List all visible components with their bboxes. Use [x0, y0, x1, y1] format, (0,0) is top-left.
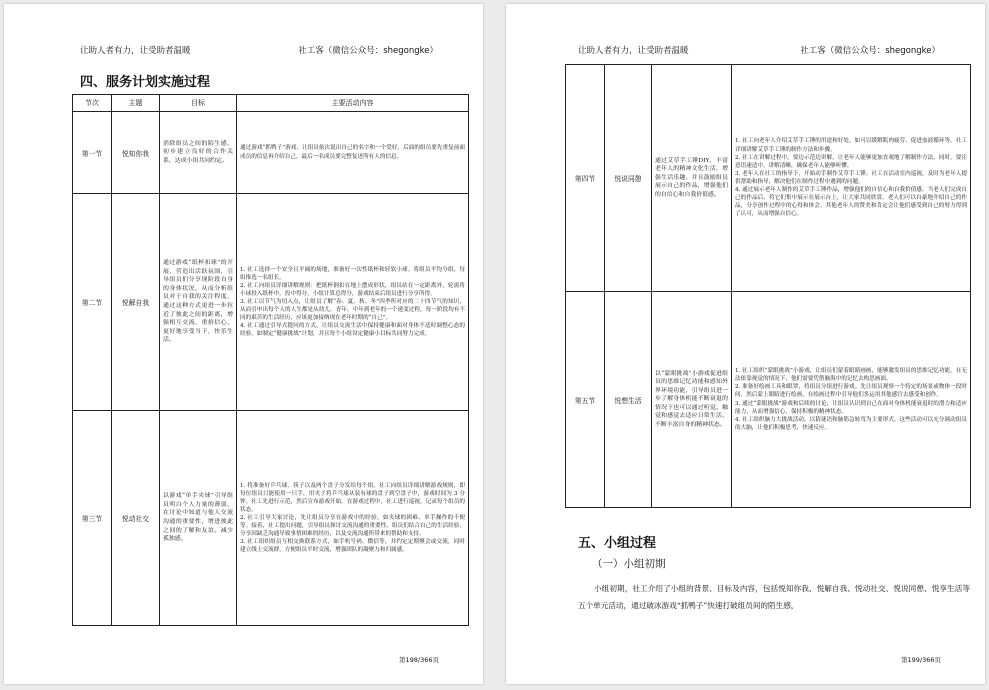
- session-cell: 第四节: [566, 65, 605, 292]
- header-slogan: 让助人者有力，让受助者温暖: [80, 46, 191, 56]
- session-cell: 第五节: [566, 292, 605, 508]
- activity-item: 3. 社工以节气为切入点，让组员了解“春、夏、秋、冬”四季所对应的二十四节气的知识，从而引申出每个人的人生都是从幼儿、青年、中年到老年的一个递变过程，每一阶段均有不同的艰苦的生活经历，应该更加接纳现在老年时期的“自己”。: [240, 298, 465, 322]
- activity-item: 3. 老年人在社工的指导下，开始动手制作艾草手工锤。社工在活动室内巡视，及时为老年人提供帮助和指导，解决他们在制作过程中遇到的问题。: [735, 170, 967, 185]
- service-plan-table: [72, 94, 469, 626]
- activity-item: 2. 社工引导大家讨论，先让组员分享在游戏中的经验，如夹球的困难、单手操作的不便等。接着，社工提出问题，引导组员探讨交流沟通的重要性，组员们结合自己的生活经验，分享因缺乏沟通导致事情困难的经历，以及交流沟通所带来的帮助和支持。: [240, 514, 465, 538]
- document-page-left: [4, 4, 483, 684]
- subsection-title: （一）小组初期: [592, 558, 666, 570]
- header-source: 社工客（微信公众号：shegongke）: [800, 46, 940, 56]
- column-header: 主要活动内容: [237, 95, 469, 112]
- table-row: [566, 65, 971, 292]
- table-row: [73, 411, 469, 626]
- table-row: [73, 194, 469, 411]
- activity-item: 3. 社工组织组员互相交换联系方式，如手机号码、微信等，并约定定期聚会或交流，同时建立线上交流群，方便组员平时交流，增强团队的凝聚力和归属感。: [240, 539, 465, 554]
- activity-item: 4. 社工组织脑力大挑战活动，以猜谜语和脑筋急转弯为主要形式。这些活动可以充分调动组员的大脑，让他们积极思考、快速反应。: [735, 416, 967, 431]
- document-page-right: [506, 4, 985, 684]
- theme-cell: 悦知你我: [112, 112, 160, 194]
- session-cell: 第二节: [73, 194, 112, 411]
- activities-cell: [237, 194, 469, 411]
- column-header: 主题: [112, 95, 160, 112]
- activities-cell: [237, 411, 469, 626]
- table-row: [566, 292, 971, 508]
- page-number: 第199/366页: [900, 656, 941, 664]
- activity-item: 4. 通过展示老年人制作的艾草手工锤作品，增强他们的自信心和自我价值感。当老人们完成自己的作品后，将它们集中展示在展示台上，让大家共同欣赏。老人们可以自豪地介绍自己的作品，分享创作过程中的心得和体会。其他老年人的赞美和肯定会让他们感受到自己的努力得到了认可，从而增强自信心。: [735, 187, 967, 218]
- goal-cell: 通过游戏“纸杯扣球”的开展，营造出活跃氛围，引导组员们分享现阶段自身的身体状况，从而分析组员对于自我的关注程度，通过这种方式更进一步拉近了彼此之间的距离，增强相互交流，重拾信心，更好地享受当下，快乐生活。: [160, 194, 237, 411]
- activity-item: 2. 社工在讲解过程中，要边示范边讲解，让老年人能够更加直观地了解制作方法。同时，要注意语速适中、讲解清晰，确保老年人能够听懂。: [735, 154, 967, 169]
- page-number: 第198/366页: [398, 656, 439, 664]
- goal-cell: 消除组员之间的陌生感，初步建立良好的合作关系，达成小组共同约定。: [160, 112, 237, 194]
- activity-item: 4. 社工通过引导式提问的方式，让组员交流生活中保持健康和面对身体不适时调整心态的经验，如制定“健康挑战”计划，并且每个小组设定健康小目标共同努力完成。: [240, 323, 465, 338]
- activity-item: 1. 社工组织“蒙眼挑战”小游戏，让组员们蒙着眼睛画画，能够激发组员的思维记忆功能，在无法依靠视觉的情况下，他们需要凭借脑海中的记忆去构思画面。: [735, 368, 967, 383]
- activity-item: 1. 社工选择一个安全且平阔的场地，准备好一次性纸杯和轻软小球。将组员平均分组，每组推选一名组长。: [240, 266, 465, 281]
- table-header-row: [73, 95, 469, 112]
- column-header: 节次: [73, 95, 112, 112]
- activities-cell: [732, 65, 971, 292]
- theme-cell: 悦解自我: [112, 194, 160, 411]
- activity-item: 3. 通过“蒙眼挑战”游戏和后续的讨论，让组员认识到自己在面对身体机能衰退时的潜力和适应能力，从而增强信心，保持积极的精神状态。: [735, 400, 967, 415]
- activity-item: 1. 社工向老年人介绍艾草手工锤的用途和好处，如可以缓解肌肉疲劳、促进血液循环等。社工详细讲解艾草手工锤的制作方法和步骤。: [735, 138, 967, 153]
- theme-cell: 悦动社交: [112, 411, 160, 626]
- body-paragraph: 小组初期，社工介绍了小组的背景、目标及内容，包括悦知你我、悦解自我、悦动社交、悦说同憩、悦享生活等五个单元活动，通过破冰游戏“抓鸭子”快速打破组员间的陌生感，: [578, 584, 970, 611]
- column-header: 目标: [160, 95, 237, 112]
- activities-cell: [237, 112, 469, 194]
- header-source: 社工客（微信公众号：shegongke）: [298, 46, 438, 56]
- activity-item: 通过游戏“抓鸭子”游戏，让组员依次说出自己的名字和一个爱好，后面的组员要先重复前面成员的信息再介绍自己，最后一名成员要完整复述所有人的信息。: [240, 145, 465, 160]
- goal-cell: 以“蒙眼挑战”小游戏促进组员的思维记忆功能和感知外界环境功能，引导组员进一步了解身体机能不断衰退的情况下也可以通过听觉、触觉和感觉去适应日常生活，不断丰富自身的精神状态。: [652, 292, 732, 508]
- service-plan-table-continued: [565, 64, 971, 508]
- section-title: 四、服务计划实施过程: [80, 75, 211, 90]
- activities-cell: [732, 292, 971, 508]
- theme-cell: 悦想生活: [605, 292, 652, 508]
- session-cell: 第一节: [73, 112, 112, 194]
- header-slogan: 让助人者有力，让受助者温暖: [578, 46, 689, 56]
- activity-item: 2. 社工向组员详细讲解规则：把纸杯倒扣在地上摆成形状，组员站在一定距离外，轮流将小球投入纸杯中，投中得分，小组计算总得分，游戏结束后组员进行分享所得。: [240, 282, 465, 297]
- activity-item: 2. 准备好绘画工具和眼罩，将组员分组进行游戏。先让组员观察一个特定的场景或物体一段时间，然后蒙上眼睛进行绘画，在绘画过程中引导他们多运用其他感官去感受和创作。: [735, 384, 967, 399]
- goal-cell: 通过艾草手工锤DIY，丰富老年人的精神文化生活，增强生活乐趣，并且鼓励组员展示自己的作品，增强他们的自信心和自我价值感。: [652, 65, 732, 292]
- goal-cell: 以游戏“单手夹球”引导组员明白个人力量的薄弱，在讨论中知道与他人交流沟通的重要性，增进彼此之间的了解和友谊，减少孤独感。: [160, 411, 237, 626]
- table-row: [73, 112, 469, 194]
- activity-item: 1. 将准备好乒乓球、筷子以及两个盘子分发给每个组。社工向组员详细讲解游戏规则，即每位组员只能使用一只手，用夹子将乒乓球从装有球的盘子到空盘子中，游戏时间为 3 分钟。社工先进行示范，然后宣布游戏开始。在游戏过程中，社工进行巡视，记录每个组员的状态。: [240, 482, 465, 513]
- session-cell: 第三节: [73, 411, 112, 626]
- theme-cell: 悦说同憩: [605, 65, 652, 292]
- section-title: 五、小组过程: [578, 536, 657, 551]
